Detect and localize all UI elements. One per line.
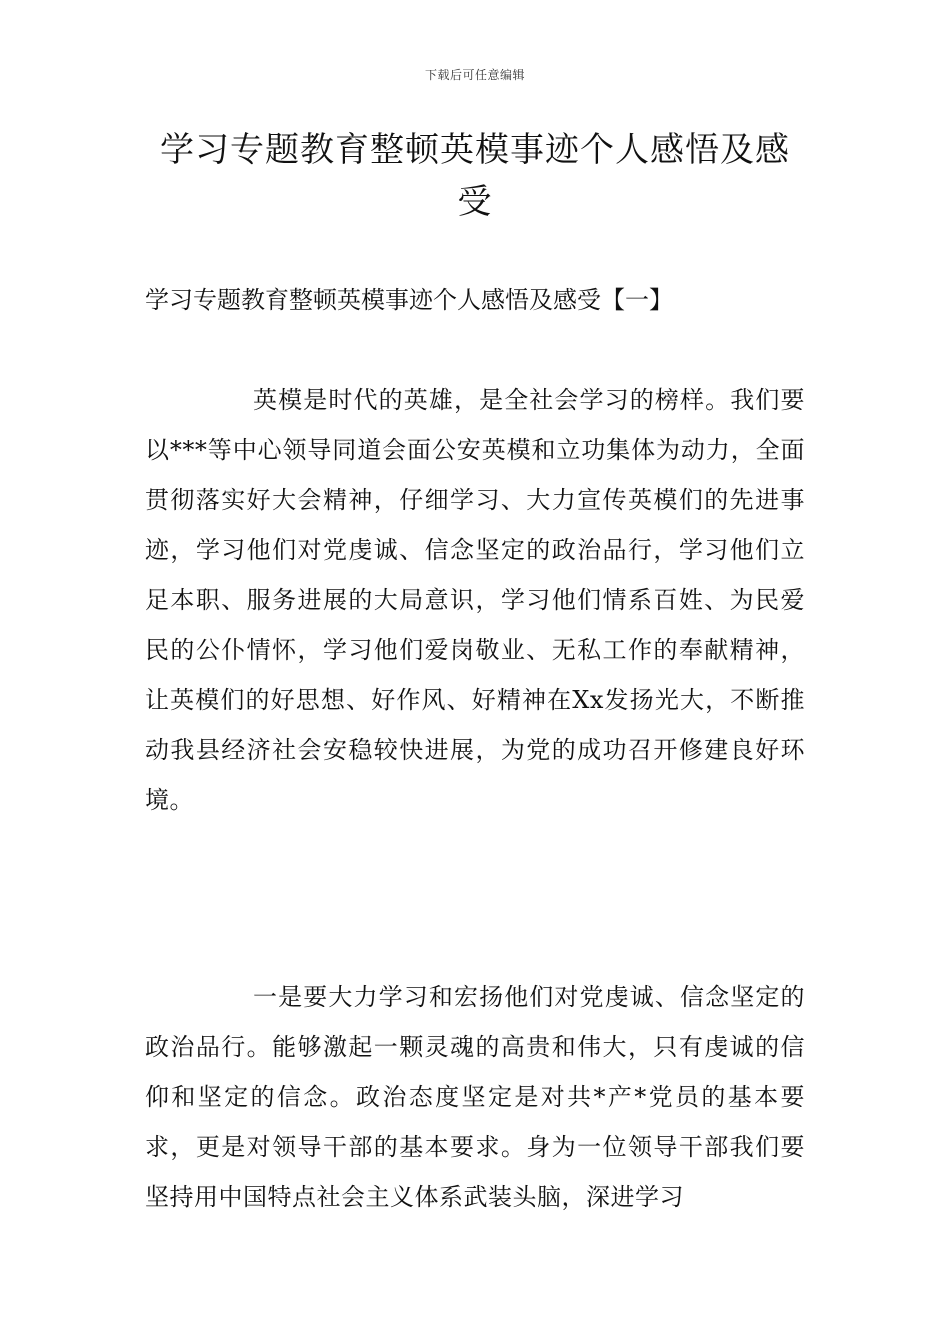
header-note: 下载后可任意编辑 (424, 68, 525, 82)
document-title: 学习专题教育整顿英模事迹个人感悟及感受 (160, 130, 790, 222)
paragraph-1: 英模是时代的英雄，是全社会学习的榜样。我们要以***等中心领导同道会面公安英模和立功集体为动力，全面贯彻落实好大会精神，仔细学习、大力宣传英模们的先进事迹，学习他们对党虔诚、信念坚定的政治品行，学习他们立足本职、服务进展的大局意识，学习他们情系百姓、为民爱民的公仆情怀，学习他们爱岗敬业、无私工作的奉献精神，让英模们的好思想、好作风、好精神在Xx发扬光大，不断推动我县经济社会安稳较快进展，为党的成功召开修建良好环境。 (145, 386, 805, 814)
section-heading: 学习专题教育整顿英模事迹个人感悟及感受【一】 (145, 286, 673, 314)
paragraph-2: 一是要大力学习和宏扬他们对党虔诚、信念坚定的政治品行。能够激起一颗灵魂的高贵和伟大，只有虔诚的信仰和坚定的信念。政治态度坚定是对共*产*党员的基本要求，更是对领导干部的基本要求。身为一位领导干部我们要坚持用中国特点社会主义体系武装头脑，深进学习 (145, 983, 805, 1211)
